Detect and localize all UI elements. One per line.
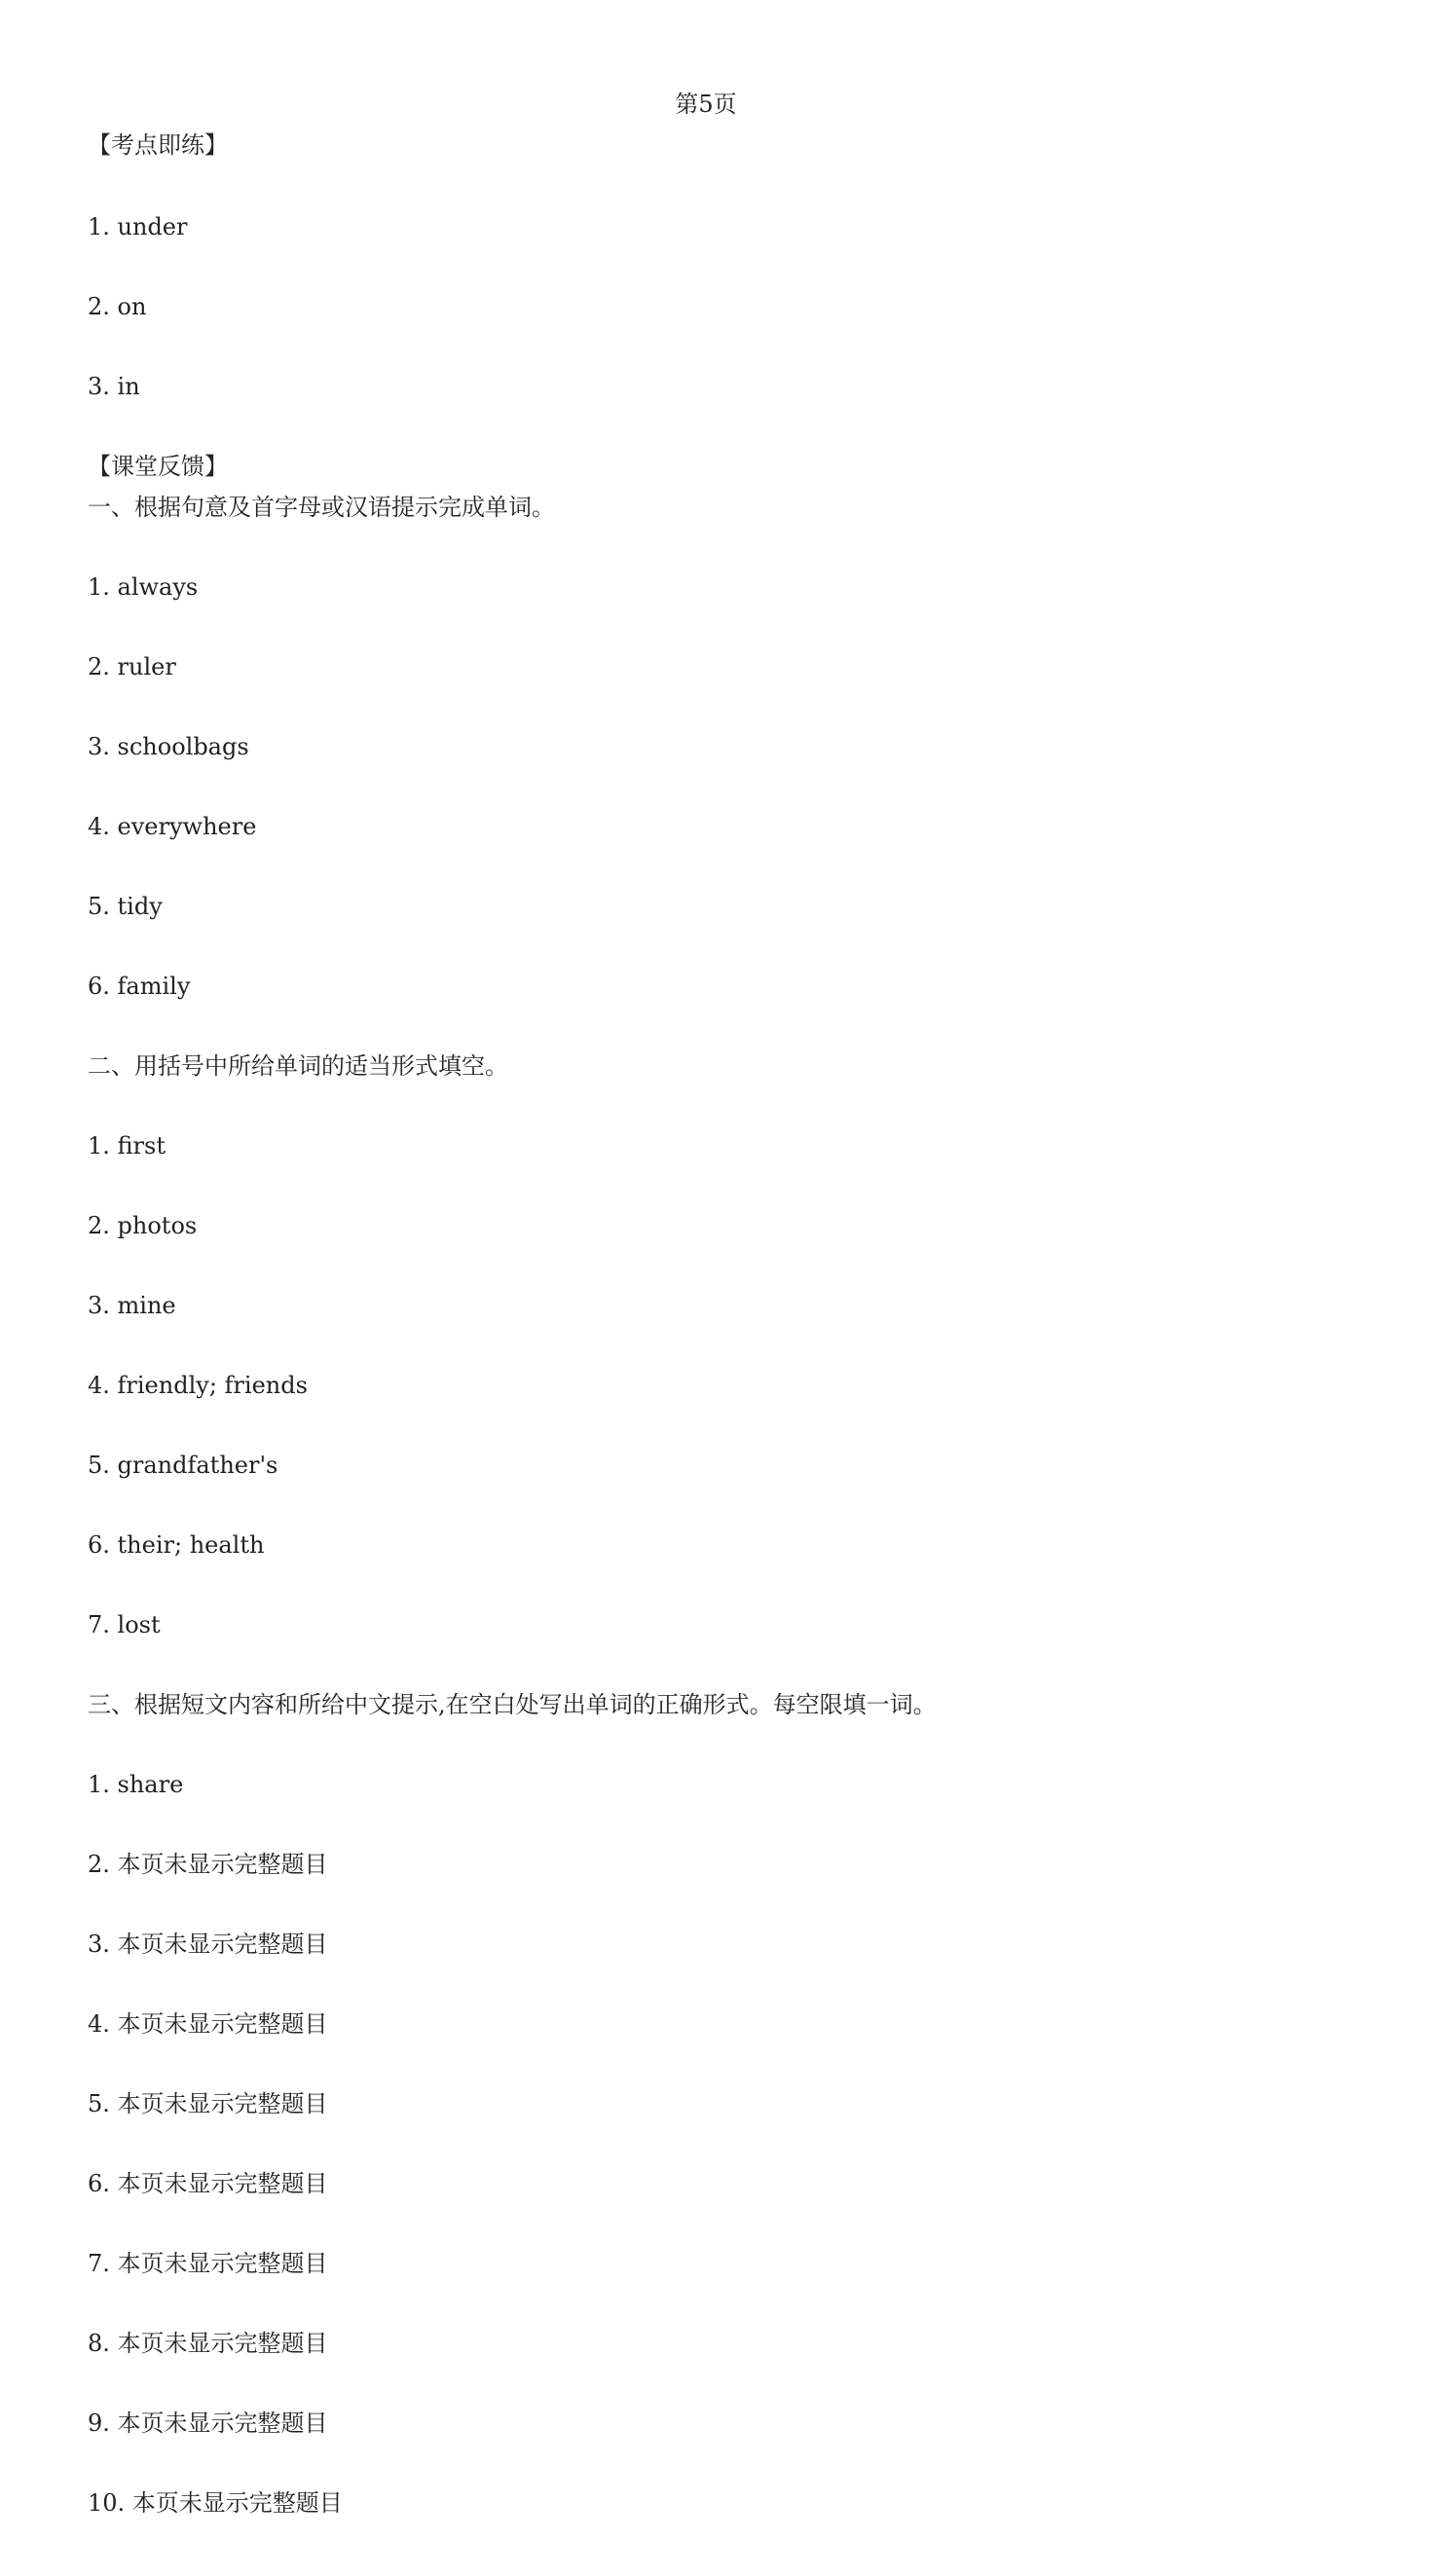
answer-item: 1. always: [88, 573, 199, 601]
answer-item: 2. on: [88, 293, 147, 320]
answer-item: 3. in: [88, 373, 140, 400]
instruction-part3: 三、根据短文内容和所给中文提示,在空白处写出单词的正确形式。每空限填一词。: [88, 1691, 937, 1718]
answer-item: 5. tidy: [88, 893, 163, 920]
answer-item: 1. under: [88, 213, 188, 240]
answer-item: 4. 本页未显示完整题目: [88, 2010, 328, 2038]
answer-item: 1. share: [88, 1771, 184, 1798]
answer-item: 10. 本页未显示完整题目: [88, 2489, 343, 2517]
instruction-part1: 一、根据句意及首字母或汉语提示完成单词。: [88, 494, 555, 521]
answer-item: 6. 本页未显示完整题目: [88, 2170, 328, 2197]
answer-item: 3. mine: [88, 1292, 176, 1319]
instruction-part2: 二、用括号中所给单词的适当形式填空。: [88, 1052, 508, 1080]
answer-item: 9. 本页未显示完整题目: [88, 2410, 328, 2437]
answer-item: 4. friendly; friends: [88, 1372, 308, 1399]
answer-item: 4. everywhere: [88, 813, 257, 840]
answer-item: 2. ruler: [88, 653, 176, 681]
page-number: 第5页: [675, 91, 737, 118]
answer-item: 2. 本页未显示完整题目: [88, 1851, 328, 1878]
answer-item: 3. schoolbags: [88, 733, 249, 760]
answer-item: 7. lost: [88, 1611, 161, 1638]
answer-item: 5. 本页未显示完整题目: [88, 2090, 328, 2117]
answer-item: 2. photos: [88, 1212, 198, 1239]
answer-item: 1. first: [88, 1132, 166, 1159]
section-heading-drill: 【考点即练】: [88, 131, 228, 159]
answer-item: 3. 本页未显示完整题目: [88, 1931, 328, 1958]
answer-item: 6. family: [88, 973, 191, 1000]
answer-item: 5. grandfather's: [88, 1452, 278, 1479]
section-heading-feedback: 【课堂反馈】: [88, 453, 228, 480]
answer-item: 8. 本页未显示完整题目: [88, 2330, 328, 2357]
answer-item: 7. 本页未显示完整题目: [88, 2250, 328, 2277]
answer-item: 6. their; health: [88, 1531, 265, 1559]
